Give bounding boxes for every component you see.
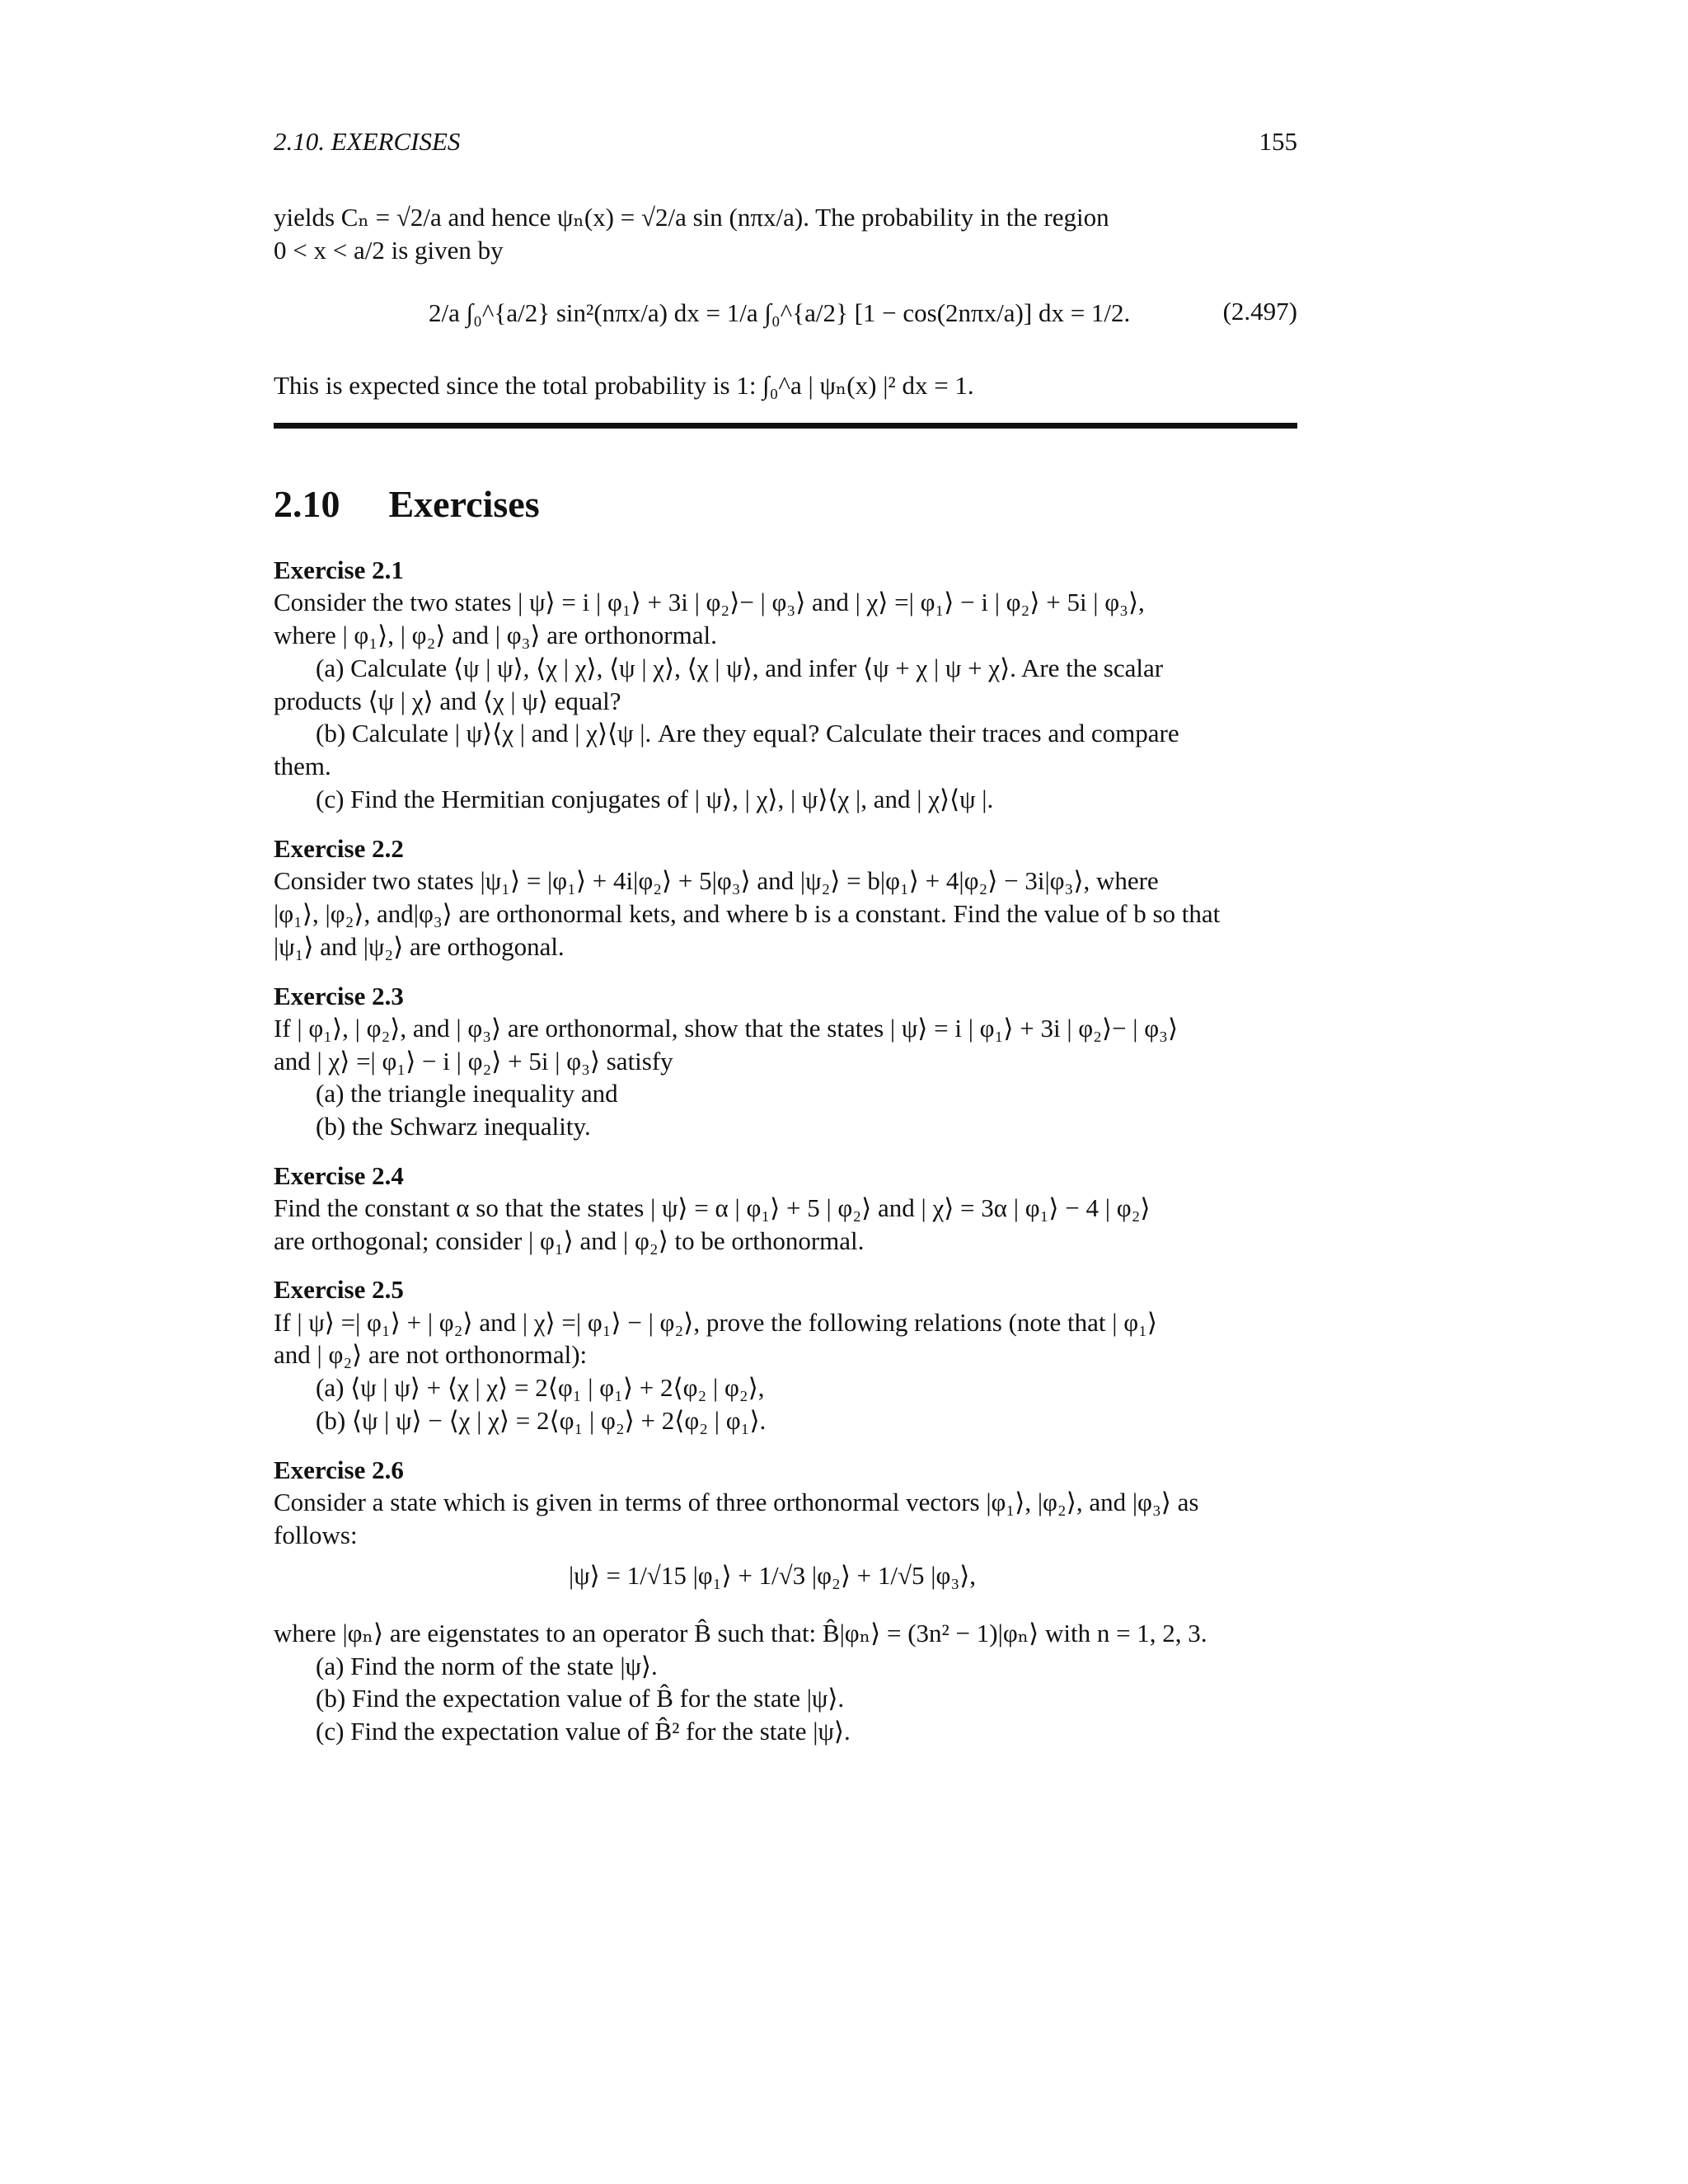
exercise-line: If | ψ⟩ =| φ₁⟩ + | φ₂⟩ and | χ⟩ =| φ₁⟩ − | φ₂⟩, prove the following relations (note that | φ₁⟩ <box>274 1308 1158 1337</box>
equation-number: (2.497) <box>1222 297 1297 326</box>
exercise-line: (c) Find the expectation value of B̂² for the state |ψ⟩. <box>316 1717 851 1746</box>
exercise-line: (a) Find the norm of the state |ψ⟩. <box>316 1652 658 1680</box>
exercise-line: and | φ₂⟩ are not orthonormal): <box>274 1340 588 1369</box>
exercise-line: products ⟨ψ | χ⟩ and ⟨χ | ψ⟩ equal? <box>274 687 621 715</box>
exercise-equation: |ψ⟩ = 1/√15 |φ₁⟩ + 1/√3 |φ₂⟩ + 1/√5 |φ₃⟩, <box>569 1561 977 1590</box>
exercise-line: (b) Calculate | ψ⟩⟨χ | and | χ⟩⟨ψ |. Are they equal? Calculate their traces and compare <box>316 719 1179 748</box>
exercise-line: where |φₙ⟩ are eigenstates to an operator B̂ such that: B̂|φₙ⟩ = (3n² − 1)|φₙ⟩ with n = 1, 2, 3. <box>274 1619 1207 1647</box>
exercise-line: and | χ⟩ =| φ₁⟩ − i | φ₂⟩ + 5i | φ₃⟩ satisfy <box>274 1047 673 1076</box>
running-head: 2.10. EXERCISES <box>274 127 461 156</box>
exercise-line: (b) the Schwarz inequality. <box>316 1112 591 1141</box>
exercise-line: (a) the triangle inequality and <box>316 1079 618 1108</box>
exercise-line: Find the constant α so that the states | ψ⟩ = α | φ₁⟩ + 5 | φ₂⟩ and | χ⟩ = 3α | φ₁⟩ − 4 | φ₂⟩ <box>274 1193 1151 1222</box>
exercise-line: where | φ₁⟩, | φ₂⟩ and | φ₃⟩ are orthonormal. <box>274 621 717 649</box>
exercise-line: (b) Find the expectation value of B̂ for the state |ψ⟩. <box>316 1684 845 1713</box>
prelude-line-3: This is expected since the total probability is 1: ∫₀^a | ψₙ(x) |² dx = 1. <box>274 371 974 400</box>
exercise-line: If | φ₁⟩, | φ₂⟩, and | φ₃⟩ are orthonormal, show that the states | ψ⟩ = i | φ₁⟩ + 3i | φ₂⟩− | φ₃⟩ <box>274 1014 1179 1043</box>
section-title <box>274 482 540 526</box>
exercise-title: Exercise 2.5 <box>274 1275 404 1304</box>
exercise-line: (a) ⟨ψ | ψ⟩ + ⟨χ | χ⟩ = 2⟨φ₁ | φ₁⟩ + 2⟨φ₂ | φ₂⟩, <box>316 1373 765 1402</box>
exercise-line: Consider a state which is given in terms of three orthonormal vectors |φ₁⟩, |φ₂⟩, and |φ₃⟩ as <box>274 1488 1199 1516</box>
exercise-line: Consider two states |ψ₁⟩ = |φ₁⟩ + 4i|φ₂⟩ + 5|φ₃⟩ and |ψ₂⟩ = b|φ₁⟩ + 4|φ₂⟩ − 3i|φ₃⟩, where <box>274 866 1159 895</box>
prelude-line-2: 0 < x < a/2 is given by <box>274 236 504 265</box>
exercise-line: (c) Find the Hermitian conjugates of | ψ⟩, | χ⟩, | ψ⟩⟨χ |, and | χ⟩⟨ψ |. <box>316 785 994 813</box>
exercise-line: Consider the two states | ψ⟩ = i | φ₁⟩ + 3i | φ₂⟩− | φ₃⟩ and | χ⟩ =| φ₁⟩ − i | φ₂⟩ + 5i | φ₃⟩, <box>274 588 1145 616</box>
exercise-title: Exercise 2.6 <box>274 1455 404 1484</box>
section-number: 2.10 <box>274 483 340 525</box>
exercise-line: |ψ₁⟩ and |ψ₂⟩ are orthogonal. <box>274 932 565 961</box>
exercise-line: follows: <box>274 1521 358 1549</box>
exercise-line: are orthogonal; consider | φ₁⟩ and | φ₂⟩ to be orthonormal. <box>274 1226 865 1255</box>
prelude-line-1: yields Cₙ = √2/a and hence ψₙ(x) = √2/a sin (nπx/a). The probability in the region <box>274 203 1109 232</box>
section-rule <box>274 423 1297 429</box>
exercise-line: (a) Calculate ⟨ψ | ψ⟩, ⟨χ | χ⟩, ⟨ψ | χ⟩, ⟨χ | ψ⟩, and infer ⟨ψ + χ | ψ + χ⟩. Are the scalar <box>316 654 1164 682</box>
exercise-line: (b) ⟨ψ | ψ⟩ − ⟨χ | χ⟩ = 2⟨φ₁ | φ₂⟩ + 2⟨φ₂ | φ₁⟩. <box>316 1406 767 1435</box>
exercise-line: them. <box>274 752 331 780</box>
exercise-title: Exercise 2.1 <box>274 555 404 584</box>
exercise-title: Exercise 2.4 <box>274 1161 404 1190</box>
page-number: 155 <box>1259 127 1297 156</box>
prelude-equation: 2/a ∫₀^{a/2} sin²(nπx/a) dx = 1/a ∫₀^{a/2} [1 − cos(2nπx/a)] dx = 1/2. <box>429 298 1131 327</box>
exercise-title: Exercise 2.3 <box>274 982 404 1010</box>
section-name: Exercises <box>388 483 540 525</box>
exercise-title: Exercise 2.2 <box>274 834 404 863</box>
exercise-line: |φ₁⟩, |φ₂⟩, and|φ₃⟩ are orthonormal kets, and where b is a constant. Find the value of b so that <box>274 899 1221 928</box>
